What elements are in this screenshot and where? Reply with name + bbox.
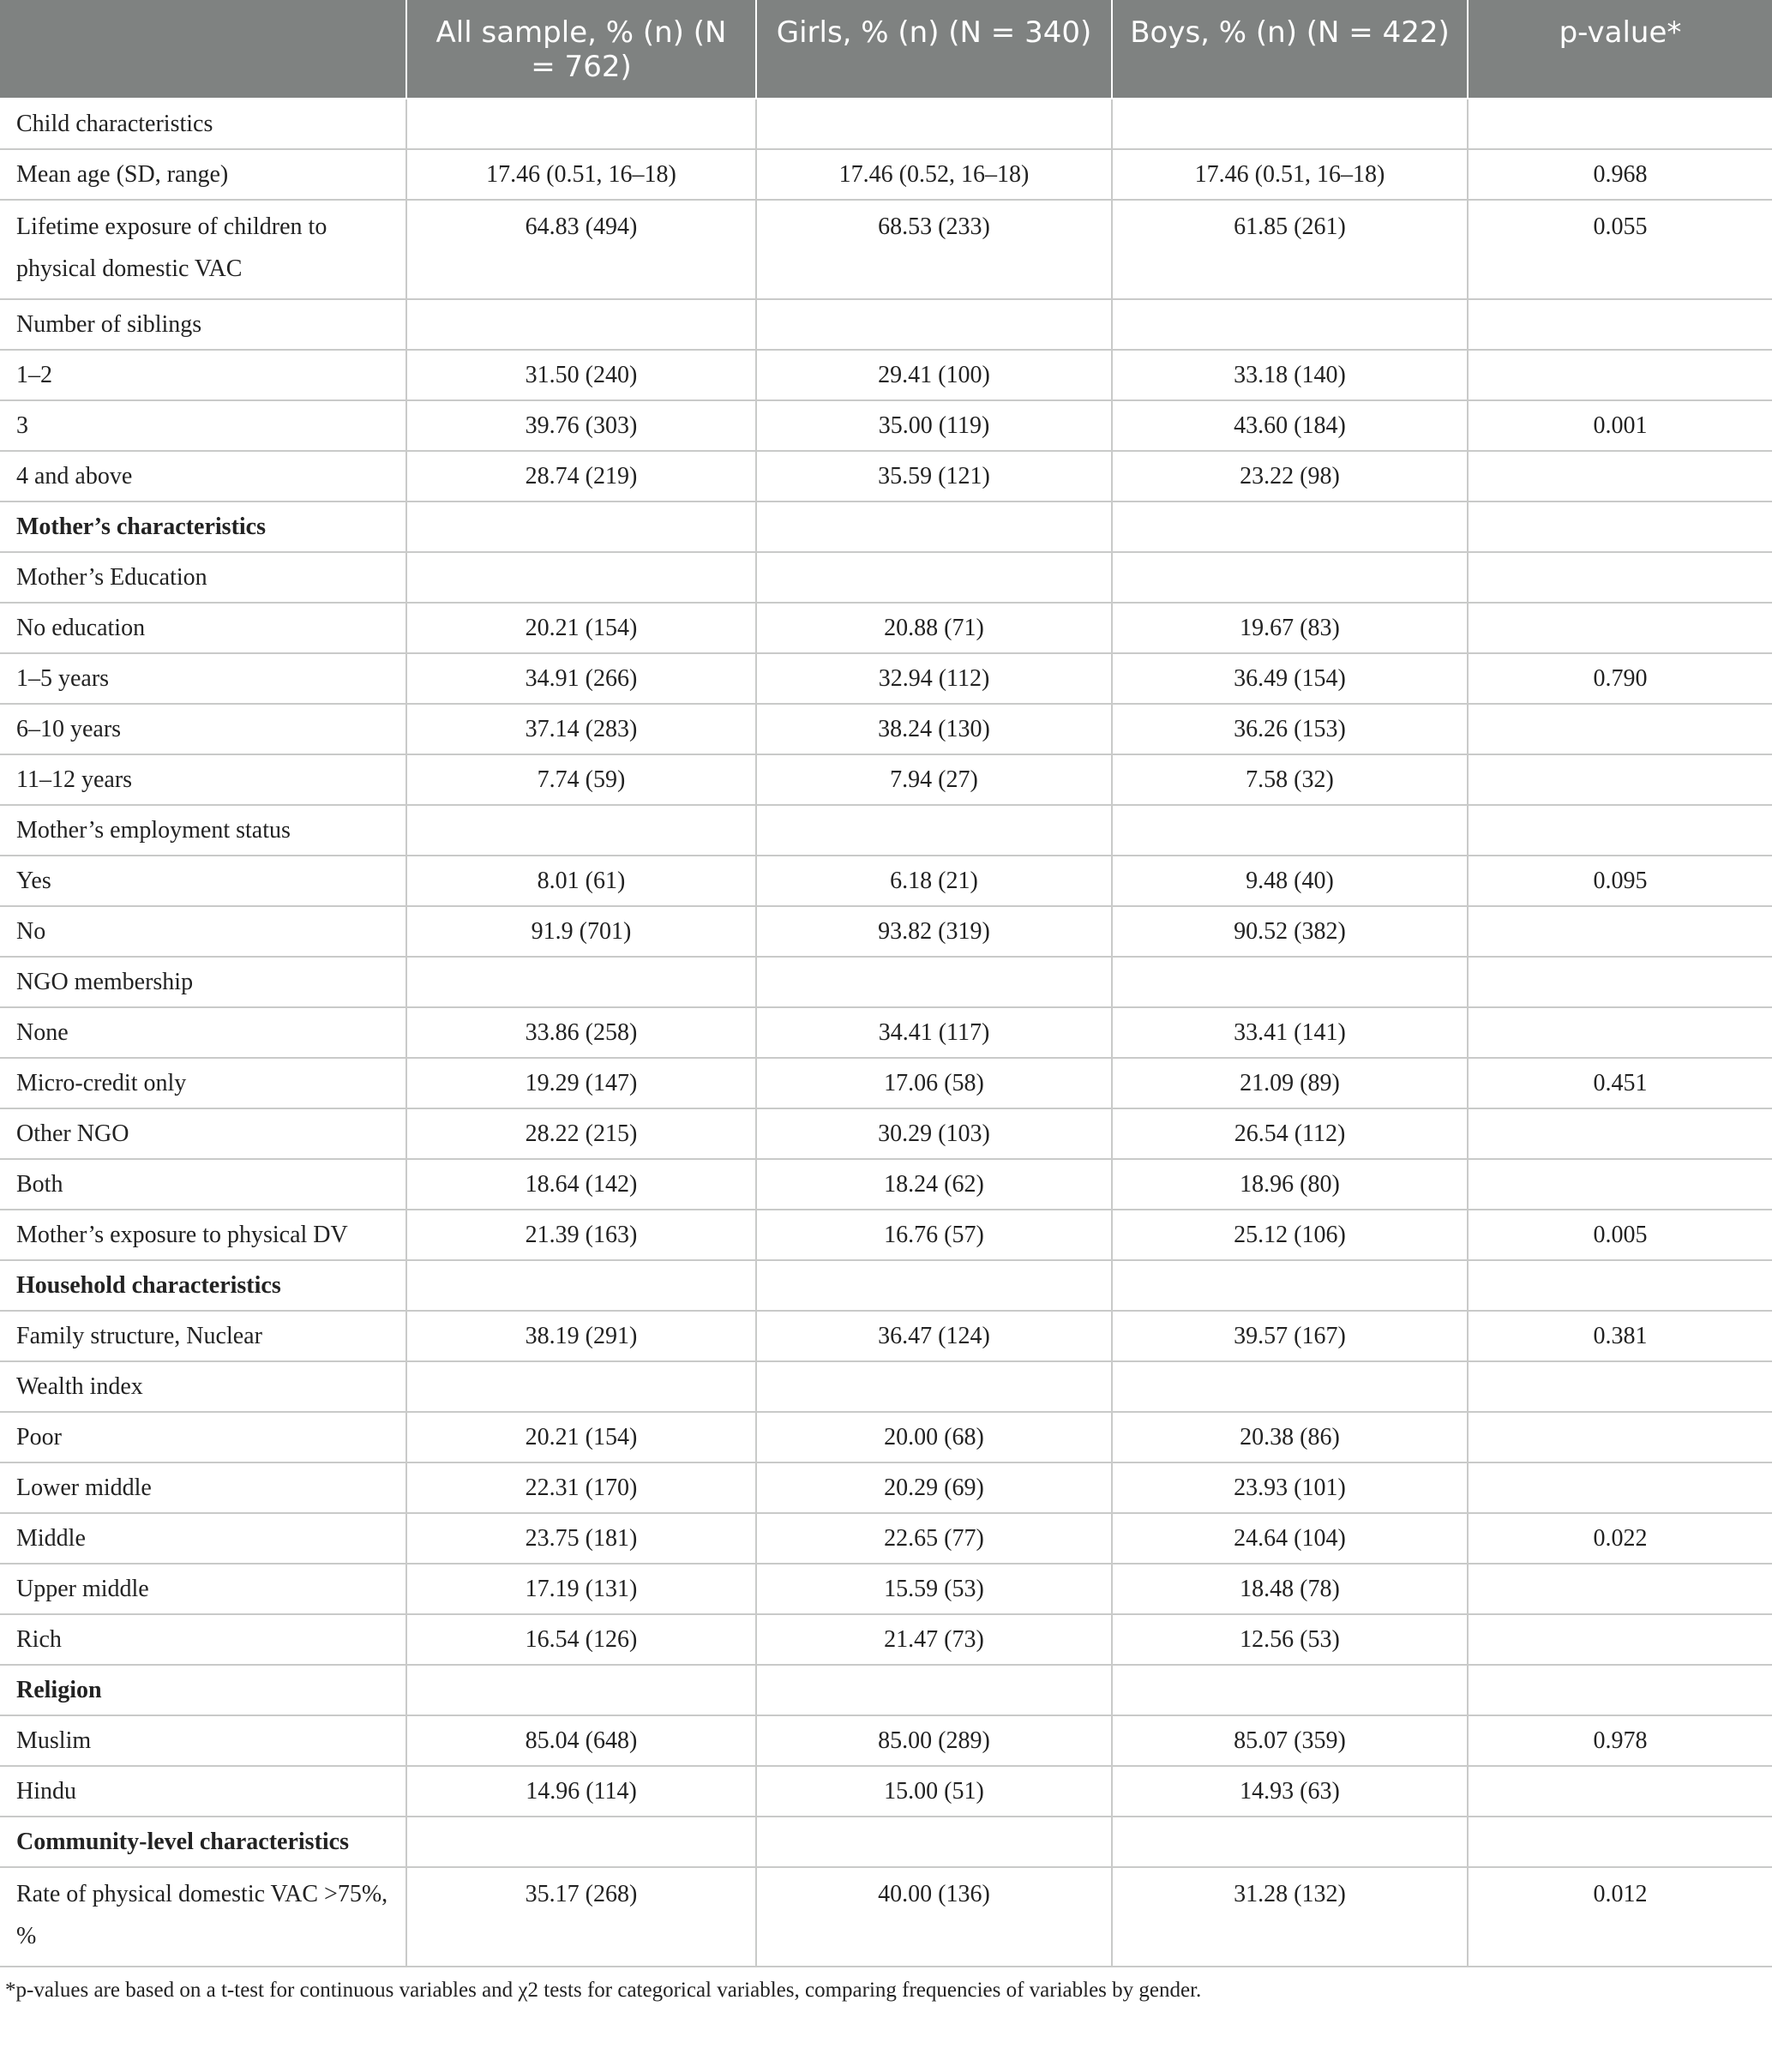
- cell-all-sample: 38.19 (291): [406, 1311, 756, 1361]
- cell-girls: 18.24 (62): [756, 1159, 1112, 1210]
- cell-p-value: [1468, 501, 1772, 552]
- cell-girls: 7.94 (27): [756, 754, 1112, 805]
- cell-all-sample: 21.39 (163): [406, 1210, 756, 1260]
- cell-girls: [756, 1361, 1112, 1412]
- row-label: 4 and above: [0, 451, 406, 501]
- cell-girls: [756, 99, 1112, 149]
- row-label: Community-level characteristics: [0, 1817, 406, 1867]
- cell-boys: 61.85 (261): [1112, 200, 1468, 299]
- cell-p-value: 0.451: [1468, 1058, 1772, 1108]
- cell-boys: 12.56 (53): [1112, 1614, 1468, 1665]
- cell-boys: [1112, 1260, 1468, 1311]
- table-row: [0, 149, 1772, 200]
- cell-p-value: [1468, 1564, 1772, 1614]
- cell-girls: 21.47 (73): [756, 1614, 1112, 1665]
- table-body: [0, 99, 1772, 1967]
- cell-p-value: 0.005: [1468, 1210, 1772, 1260]
- table-row: [0, 1665, 1772, 1715]
- cell-boys: 33.18 (140): [1112, 350, 1468, 400]
- header-cell-p-value: p-value*: [1468, 0, 1772, 99]
- cell-all-sample: [406, 1817, 756, 1867]
- cell-boys: 18.96 (80): [1112, 1159, 1468, 1210]
- table-row: [0, 906, 1772, 957]
- cell-all-sample: 34.91 (266): [406, 653, 756, 704]
- cell-girls: 20.29 (69): [756, 1462, 1112, 1513]
- cell-girls: 17.46 (0.52, 16–18): [756, 149, 1112, 200]
- cell-girls: 32.94 (112): [756, 653, 1112, 704]
- row-label: Mother’s employment status: [0, 805, 406, 856]
- cell-girls: 15.00 (51): [756, 1766, 1112, 1817]
- cell-girls: 20.88 (71): [756, 603, 1112, 653]
- cell-all-sample: 22.31 (170): [406, 1462, 756, 1513]
- table-row: [0, 1817, 1772, 1867]
- table-row: [0, 957, 1772, 1007]
- cell-boys: [1112, 1817, 1468, 1867]
- cell-girls: 35.00 (119): [756, 400, 1112, 451]
- cell-all-sample: 91.9 (701): [406, 906, 756, 957]
- cell-boys: 31.28 (132): [1112, 1867, 1468, 1967]
- cell-boys: 26.54 (112): [1112, 1108, 1468, 1159]
- cell-p-value: [1468, 552, 1772, 603]
- table-row: [0, 1210, 1772, 1260]
- table-row: [0, 1007, 1772, 1058]
- cell-all-sample: 18.64 (142): [406, 1159, 756, 1210]
- cell-girls: [756, 1817, 1112, 1867]
- cell-p-value: 0.978: [1468, 1715, 1772, 1766]
- cell-boys: [1112, 99, 1468, 149]
- row-label: None: [0, 1007, 406, 1058]
- cell-p-value: [1468, 99, 1772, 149]
- row-label: Household characteristics: [0, 1260, 406, 1311]
- table-row: [0, 1159, 1772, 1210]
- cell-p-value: [1468, 1108, 1772, 1159]
- row-label: Mother’s Education: [0, 552, 406, 603]
- cell-all-sample: [406, 501, 756, 552]
- cell-all-sample: 39.76 (303): [406, 400, 756, 451]
- row-label: Poor: [0, 1412, 406, 1462]
- cell-all-sample: [406, 805, 756, 856]
- table-row: [0, 1058, 1772, 1108]
- cell-boys: 43.60 (184): [1112, 400, 1468, 451]
- cell-all-sample: 28.74 (219): [406, 451, 756, 501]
- row-label: Both: [0, 1159, 406, 1210]
- cell-boys: 33.41 (141): [1112, 1007, 1468, 1058]
- cell-p-value: [1468, 957, 1772, 1007]
- row-label: Lifetime exposure of children to physical domestic VAC: [0, 200, 406, 299]
- cell-girls: 34.41 (117): [756, 1007, 1112, 1058]
- cell-p-value: [1468, 1159, 1772, 1210]
- row-label: NGO membership: [0, 957, 406, 1007]
- cell-p-value: [1468, 1817, 1772, 1867]
- cell-all-sample: 35.17 (268): [406, 1867, 756, 1967]
- row-label: Wealth index: [0, 1361, 406, 1412]
- cell-boys: 25.12 (106): [1112, 1210, 1468, 1260]
- header-cell-girls: Girls, % (n) (N = 340): [756, 0, 1112, 99]
- cell-girls: 36.47 (124): [756, 1311, 1112, 1361]
- cell-all-sample: [406, 99, 756, 149]
- table-row: [0, 1108, 1772, 1159]
- cell-girls: 22.65 (77): [756, 1513, 1112, 1564]
- table-row: [0, 1462, 1772, 1513]
- row-label: Child characteristics: [0, 99, 406, 149]
- table-row: [0, 603, 1772, 653]
- cell-all-sample: 85.04 (648): [406, 1715, 756, 1766]
- cell-girls: 17.06 (58): [756, 1058, 1112, 1108]
- row-label: Lower middle: [0, 1462, 406, 1513]
- cell-boys: 90.52 (382): [1112, 906, 1468, 957]
- table-row: [0, 400, 1772, 451]
- table-row: [0, 1715, 1772, 1766]
- cell-p-value: [1468, 299, 1772, 350]
- cell-p-value: 0.381: [1468, 1311, 1772, 1361]
- cell-p-value: 0.790: [1468, 653, 1772, 704]
- cell-boys: 21.09 (89): [1112, 1058, 1468, 1108]
- table-row: [0, 501, 1772, 552]
- cell-girls: 38.24 (130): [756, 704, 1112, 754]
- cell-girls: 20.00 (68): [756, 1412, 1112, 1462]
- cell-boys: 20.38 (86): [1112, 1412, 1468, 1462]
- cell-all-sample: 17.46 (0.51, 16–18): [406, 149, 756, 200]
- table-row: [0, 1513, 1772, 1564]
- table-row: [0, 1311, 1772, 1361]
- cell-boys: [1112, 552, 1468, 603]
- header-row: [0, 0, 1772, 99]
- cell-boys: [1112, 805, 1468, 856]
- cell-p-value: 0.001: [1468, 400, 1772, 451]
- cell-p-value: [1468, 754, 1772, 805]
- cell-girls: 16.76 (57): [756, 1210, 1112, 1260]
- header-cell-boys: Boys, % (n) (N = 422): [1112, 0, 1468, 99]
- cell-girls: [756, 552, 1112, 603]
- table-row: [0, 856, 1772, 906]
- cell-p-value: 0.022: [1468, 1513, 1772, 1564]
- cell-boys: 39.57 (167): [1112, 1311, 1468, 1361]
- cell-girls: 68.53 (233): [756, 200, 1112, 299]
- cell-p-value: [1468, 1260, 1772, 1311]
- cell-girls: 93.82 (319): [756, 906, 1112, 957]
- header-cell-all-sample: All sample, % (n) (N = 762): [406, 0, 756, 99]
- row-label: Other NGO: [0, 1108, 406, 1159]
- table-row: [0, 552, 1772, 603]
- cell-boys: [1112, 1361, 1468, 1412]
- row-label: Muslim: [0, 1715, 406, 1766]
- cell-all-sample: 37.14 (283): [406, 704, 756, 754]
- cell-boys: 9.48 (40): [1112, 856, 1468, 906]
- cell-all-sample: [406, 1361, 756, 1412]
- row-label: Number of siblings: [0, 299, 406, 350]
- table-row: [0, 1260, 1772, 1311]
- cell-girls: 40.00 (136): [756, 1867, 1112, 1967]
- cell-all-sample: 64.83 (494): [406, 200, 756, 299]
- cell-boys: 19.67 (83): [1112, 603, 1468, 653]
- cell-boys: 36.26 (153): [1112, 704, 1468, 754]
- table-row: [0, 653, 1772, 704]
- cell-boys: 23.22 (98): [1112, 451, 1468, 501]
- row-label: Mother’s exposure to physical DV: [0, 1210, 406, 1260]
- row-label: 1–2: [0, 350, 406, 400]
- cell-boys: 14.93 (63): [1112, 1766, 1468, 1817]
- table-row: [0, 1412, 1772, 1462]
- row-label: 11–12 years: [0, 754, 406, 805]
- cell-all-sample: 33.86 (258): [406, 1007, 756, 1058]
- table-row: [0, 451, 1772, 501]
- cell-girls: 29.41 (100): [756, 350, 1112, 400]
- row-label: No: [0, 906, 406, 957]
- row-label: 3: [0, 400, 406, 451]
- table-row: [0, 350, 1772, 400]
- cell-girls: [756, 1665, 1112, 1715]
- cell-all-sample: 20.21 (154): [406, 1412, 756, 1462]
- cell-all-sample: [406, 957, 756, 1007]
- cell-girls: 85.00 (289): [756, 1715, 1112, 1766]
- table-row: [0, 1766, 1772, 1817]
- table-footnote: *p-values are based on a t-test for continuous variables and χ2 tests for categorical variables, comparing frequencies of variables by gender.: [5, 1979, 1202, 2002]
- cell-all-sample: [406, 552, 756, 603]
- cell-all-sample: 14.96 (114): [406, 1766, 756, 1817]
- cell-girls: [756, 805, 1112, 856]
- cell-p-value: [1468, 1361, 1772, 1412]
- cell-all-sample: 17.19 (131): [406, 1564, 756, 1614]
- cell-p-value: 0.055: [1468, 200, 1772, 299]
- cell-p-value: [1468, 906, 1772, 957]
- cell-all-sample: [406, 1665, 756, 1715]
- cell-p-value: [1468, 1766, 1772, 1817]
- row-label: 1–5 years: [0, 653, 406, 704]
- cell-p-value: [1468, 603, 1772, 653]
- cell-all-sample: 7.74 (59): [406, 754, 756, 805]
- cell-boys: [1112, 501, 1468, 552]
- table-row: [0, 1614, 1772, 1665]
- table-row: [0, 200, 1772, 299]
- cell-all-sample: [406, 299, 756, 350]
- cell-boys: 23.93 (101): [1112, 1462, 1468, 1513]
- cell-p-value: [1468, 1614, 1772, 1665]
- cell-girls: 15.59 (53): [756, 1564, 1112, 1614]
- cell-boys: 85.07 (359): [1112, 1715, 1468, 1766]
- row-label: Middle: [0, 1513, 406, 1564]
- cell-boys: 36.49 (154): [1112, 653, 1468, 704]
- cell-girls: 6.18 (21): [756, 856, 1112, 906]
- row-label: Mean age (SD, range): [0, 149, 406, 200]
- row-label: Religion: [0, 1665, 406, 1715]
- cell-p-value: [1468, 1665, 1772, 1715]
- cell-boys: 17.46 (0.51, 16–18): [1112, 149, 1468, 200]
- cell-p-value: [1468, 1462, 1772, 1513]
- cell-all-sample: [406, 1260, 756, 1311]
- cell-boys: [1112, 957, 1468, 1007]
- table-row: [0, 299, 1772, 350]
- cell-all-sample: 16.54 (126): [406, 1614, 756, 1665]
- table-row: [0, 1564, 1772, 1614]
- cell-all-sample: 28.22 (215): [406, 1108, 756, 1159]
- row-label: Mother’s characteristics: [0, 501, 406, 552]
- cell-all-sample: 19.29 (147): [406, 1058, 756, 1108]
- row-label: Family structure, Nuclear: [0, 1311, 406, 1361]
- cell-p-value: [1468, 1412, 1772, 1462]
- cell-p-value: 0.968: [1468, 149, 1772, 200]
- table-row: [0, 1361, 1772, 1412]
- row-label: Hindu: [0, 1766, 406, 1817]
- cell-p-value: [1468, 451, 1772, 501]
- cell-boys: 24.64 (104): [1112, 1513, 1468, 1564]
- table-header: [0, 0, 1772, 99]
- cell-girls: 35.59 (121): [756, 451, 1112, 501]
- cell-girls: [756, 957, 1112, 1007]
- table-row: [0, 1867, 1772, 1967]
- row-label: 6–10 years: [0, 704, 406, 754]
- cell-p-value: [1468, 704, 1772, 754]
- table-row: [0, 704, 1772, 754]
- table-row: [0, 805, 1772, 856]
- cell-all-sample: 23.75 (181): [406, 1513, 756, 1564]
- cell-p-value: 0.012: [1468, 1867, 1772, 1967]
- table-row: [0, 99, 1772, 149]
- cell-boys: 18.48 (78): [1112, 1564, 1468, 1614]
- row-label: Micro-credit only: [0, 1058, 406, 1108]
- cell-girls: 30.29 (103): [756, 1108, 1112, 1159]
- row-label: Rich: [0, 1614, 406, 1665]
- row-label: No education: [0, 603, 406, 653]
- cell-boys: [1112, 299, 1468, 350]
- cell-girls: [756, 501, 1112, 552]
- cell-all-sample: 20.21 (154): [406, 603, 756, 653]
- row-label: Rate of physical domestic VAC >75%, %: [0, 1867, 406, 1967]
- row-label: Upper middle: [0, 1564, 406, 1614]
- cell-girls: [756, 1260, 1112, 1311]
- cell-all-sample: 8.01 (61): [406, 856, 756, 906]
- cell-girls: [756, 299, 1112, 350]
- cell-p-value: [1468, 1007, 1772, 1058]
- row-label: Yes: [0, 856, 406, 906]
- table-row: [0, 754, 1772, 805]
- header-cell-variable: [0, 0, 406, 99]
- cell-p-value: [1468, 805, 1772, 856]
- cell-all-sample: 31.50 (240): [406, 350, 756, 400]
- cell-p-value: [1468, 350, 1772, 400]
- cell-p-value: 0.095: [1468, 856, 1772, 906]
- cell-boys: 7.58 (32): [1112, 754, 1468, 805]
- cell-boys: [1112, 1665, 1468, 1715]
